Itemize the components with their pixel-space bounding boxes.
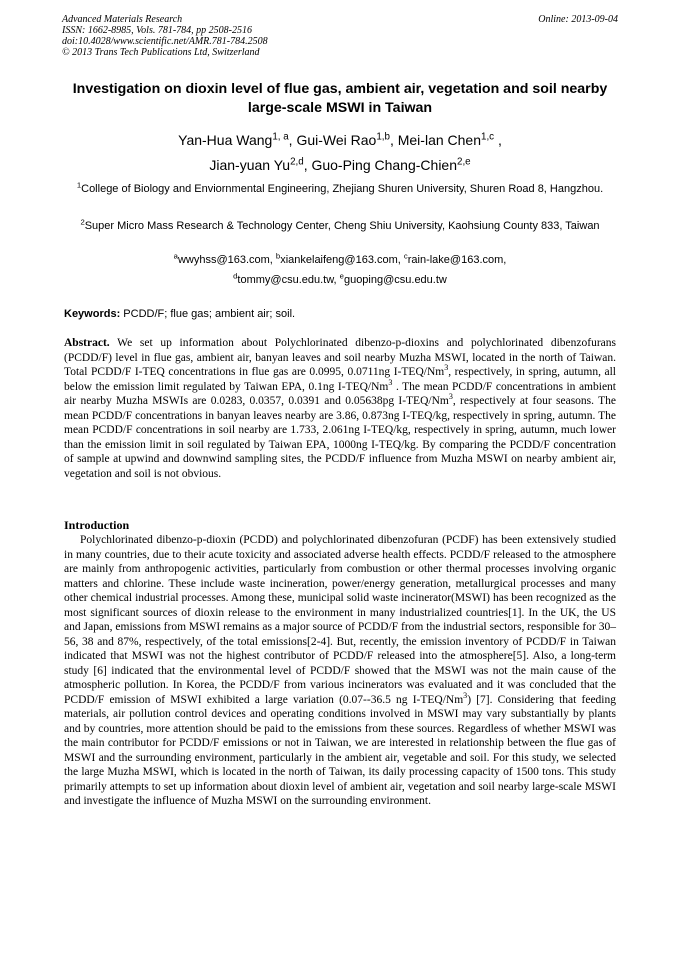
author-separator: ,	[303, 157, 312, 173]
introduction-text: Polychlorinated dibenzo-p-dioxin (PCDD) and polychlorinated dibenzofuran (PCDF) has been extensively studied in many countries, due to their acute toxicity and associated adverse health effects. PCDD/F released to the atmosphere are mainly from anthropogenic activities, particularly from combustion or other thermal processes involving organic matters and chlorine. These include waste incineration, power/energy generation, metallurgical processes and many other chemical industrial processes. Among these, municipal solid waste incinerator(MSWI) has been recognized as the most significant sources of dioxin release to the environment in many industrialized countries[1]. In the UK, the US and Japan, emissions from MSWI remains as a major source of PCDD/F from the industrial sectors, responsible for 30–56, 38 and 87%, respectively, of the total emissions[2-4]. But, recently, the emission inventory of PCDD/F in Taiwan indicated that MSWI was not the highest contributor of PCDD/F released into the atmosphere[5]. Also, a long-term study [6] indicated that the environmental level of PCDD/F showed that the MSWI was not the main cause of the atmospheric pollution. In Korea, the PCDD/F from various incinerators was evaluated and it was concluded that the PCDD/F emission of MSWI exhibited a large variation (0.07--36.5 ng I-TEQ/Nm	[64, 534, 616, 706]
keywords-line	[64, 307, 624, 322]
abstract-paragraph	[64, 336, 616, 481]
paper-title: Investigation on dioxin level of flue gas, ambient air, vegetation and soil nearby large-scale MSWI in Taiwan	[72, 81, 608, 116]
affiliation-text: College of Biology and Enviornmental Engineering, Zhejiang Shuren University, Shuren Road 8, Hangzhou.	[81, 183, 604, 195]
affiliation-2	[58, 219, 622, 234]
email-superscript: b	[275, 251, 281, 261]
online-date: Online: 2013-09-04	[538, 14, 618, 25]
introduction-text: ) [7]. Considering that feeding materials, air pollution control devices and operating conditions involved in MSWI may vary substantially by plants and by countries, more attention should be paid to the emissions from these sources. Regardless of whether MSWI was the main contributor for PCDD/F emissions or not in Taiwan, we are interested in relationship between the flue gas of MSWI and the surrounding environment, particularly in the ambient air, vegetable and soil. For this study, we selected the large Muzha MSWI, which is located in the north of Taiwan, its daily processing capacity of 1500 tons. This study primarily attempts to set up information about dioxin level of ambient air, vegetation and soil nearby large-scale MSWI and investigate the influence of Muzha MSWI on the surrounding environment.	[64, 693, 616, 807]
email-address[interactable]: rain-lake@163.com,	[407, 254, 507, 266]
author-name: Yan-Hua Wang	[178, 132, 273, 148]
unit-superscript: 3	[463, 690, 468, 700]
abstract-text: We set up information about Polychlorinated dibenzo-p-dioxins and polychlorinated dibenzofurans (PCDD/F) level in flue gas, ambient air, banyan leaves and soil nearby Muzha MSWI, located in the north of Taiwan. Total PCDD/F I-TEQ concentrations in flue gas are 0.0995, 0.0711ng I-TEQ/Nm	[64, 337, 616, 379]
author-name: Jian-yuan Yu	[209, 157, 291, 173]
email-list	[58, 250, 622, 290]
author-superscript: 2,e	[457, 156, 471, 168]
email-address[interactable]: wwyhss@163.com,	[177, 254, 276, 266]
author-name: Mei-lan Chen	[397, 132, 481, 148]
email-address[interactable]: tommy@csu.edu.tw,	[237, 274, 340, 286]
author-name: Gui-Wei Rao	[296, 132, 377, 148]
email-address[interactable]: guoping@csu.edu.tw	[343, 274, 447, 286]
unit-superscript: 3	[388, 377, 393, 387]
copyright-line: © 2013 Trans Tech Publications Ltd, Switzerland	[62, 47, 260, 58]
author-separator: ,	[288, 132, 297, 148]
keywords-label: Keywords:	[64, 308, 121, 320]
email-address[interactable]: xiankelaifeng@163.com,	[280, 254, 404, 266]
author-superscript: 1,b	[376, 131, 390, 143]
journal-name: Advanced Materials Research	[62, 14, 183, 25]
author-superscript: 1,c	[481, 131, 495, 143]
unit-superscript: 3	[444, 363, 449, 373]
doi-line: doi:10.4028/www.scientific.net/AMR.781-784.2508	[62, 36, 268, 47]
introduction-paragraph	[64, 533, 616, 809]
email-superscript: d	[233, 271, 238, 281]
journal-header	[62, 14, 618, 58]
affiliation-1	[58, 182, 622, 197]
author-superscript: 1, a	[272, 131, 289, 143]
abstract-text: . The mean PCDD/F concentrations in ambient air nearby Muzha MSWIs are 0.0283, 0.0357, 0.0391 and 0.05638pg I-TEQ/Nm	[64, 380, 617, 408]
introduction-heading: Introduction	[64, 518, 130, 532]
author-separator: ,	[389, 132, 398, 148]
keywords-text: PCDD/F; flue gas; ambient air; soil.	[120, 308, 296, 320]
affiliation-superscript: 1	[76, 180, 82, 190]
issn-line: ISSN: 1662-8985, Vols. 781-784, pp 2508-2516	[62, 25, 252, 36]
email-superscript: c	[403, 251, 408, 261]
unit-superscript: 3	[448, 392, 453, 402]
abstract-text: , respectively, in spring, autumn, all below the emission limit regulated by Taiwan EPA, 0.1ng I-TEQ/Nm	[64, 366, 616, 393]
email-superscript: e	[339, 271, 344, 281]
abstract-text: , respectively at four seasons. The mean PCDD/F concentrations in banyan leaves nearby are 3.86, 0.873ng I-TEQ/kg, respectively in spring, autumn. The mean PCDD/F concentrations in soil nearby are 1.733, 2.061ng I-TEQ/kg, respectively in spring, autumn, much lower than the emission limit in soil regulated by Taiwan EPA, 1000ng I-TEQ/kg. By comparing the PCDD/F concentration of sample at upwind and downwind sampling sites, the PCDD/F influence from Muzha MSWI on nearby ambient air, vegetation and soil is not obvious.	[64, 395, 616, 480]
author-name: Guo-Ping Chang-Chien	[311, 157, 457, 173]
affiliation-text: Super Micro Mass Research & Technology Center, Cheng Shiu University, Kaohsiung County 833, Taiwan	[84, 220, 600, 232]
author-list	[58, 128, 622, 178]
affiliation-superscript: 2	[80, 217, 85, 227]
author-superscript: 2,d	[290, 156, 304, 168]
abstract-label: Abstract.	[64, 337, 110, 349]
author-separator: ,	[494, 132, 502, 148]
email-superscript: a	[173, 251, 178, 261]
